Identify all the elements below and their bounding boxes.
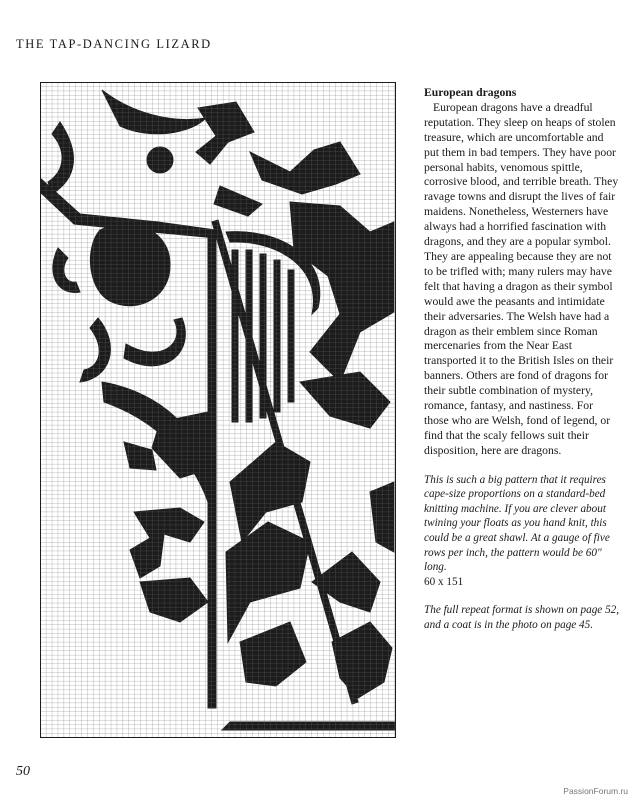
article-column [424, 86, 620, 633]
watermark: PassionForum.ru [563, 786, 628, 796]
caption-text: This is such a big pattern that it requires cape-size proportions on a standard-bed knitting machine. If you are clever about twining your floats as you hand knit, this could be a great shawl. At a gauge of five rows per inch, the pattern would be 60" long. [424, 473, 610, 574]
page-number: 50 [16, 764, 30, 779]
article-heading: European dragons [424, 86, 517, 99]
article-body: European dragons have a dreadful reputation. They sleep on heaps of stolen treasure, which are uncomfortable and put them in bad tempers. They have poor personal habits, venomous spittle, corrosive blood, and terrible breath. They ravage towns and disrupt the lives of fair maidens. Nonetheless, Westerners have always had a horrified fascination with dragons, and they are a popular symbol. They are appealing because they are not to be trifled with; many rulers may have felt that having a dragon as their symbol would awe the peasants and intimidate their adversaries. The Welsh have had a dragon as their emblem since Roman mercenaries from the Near East transported it to the British Isles on their banners. Others are fond of dragons for their subtle combination of mystery, romance, fantasy, and nastiness. For those who are Welsh, fond of legend, or find that the scaly fellows suit their disposition, here are dragons. [424, 100, 619, 457]
knitting-chart [40, 82, 396, 738]
pattern-size: 60 x 151 [424, 575, 464, 588]
knitting-chart-grid [40, 82, 396, 738]
repeat-note: The full repeat format is shown on page 52, and a coat is in the photo on page 45. [424, 604, 620, 631]
pattern-caption [424, 473, 620, 590]
running-head: THE TAP-DANCING LIZARD [16, 37, 212, 51]
